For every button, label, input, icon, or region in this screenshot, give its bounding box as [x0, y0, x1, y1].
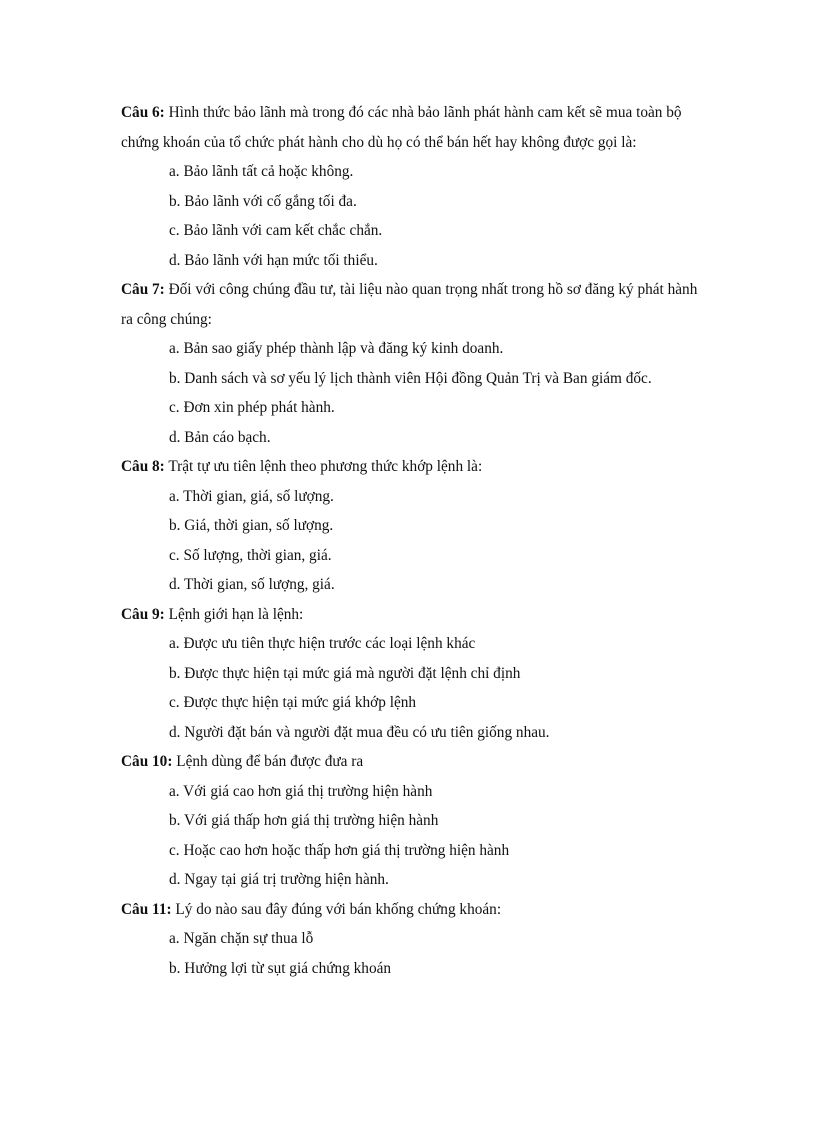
question-text: Hình thức bảo lãnh mà trong đó các nhà bảo lãnh phát hành cam kết sẽ mua toàn bộ chứng khoán của tổ chức phát hành cho dù họ có thể bán hết hay không được gọi là: — [121, 104, 682, 151]
answer-option: b. Bảo lãnh với cố gắng tối đa. — [169, 192, 357, 210]
answer-option: d. Ngay tại giá trị trường hiện hành. — [169, 871, 389, 888]
answer-option: c. Được thực hiện tại mức giá khớp lệnh — [169, 694, 417, 711]
answer-option: c. Đơn xin phép phát hành. — [169, 399, 335, 416]
question-8 — [121, 452, 701, 600]
answer-option: b. Danh sách và sơ yếu lý lịch thành viên Hội đồng Quản Trị và Ban giám đốc. — [169, 369, 652, 387]
answer-option: c. Hoặc cao hơn hoặc thấp hơn giá thị trường hiện hành — [169, 841, 510, 859]
question-stem — [121, 275, 701, 334]
question-number: Câu 9: — [121, 605, 165, 623]
question-6 — [121, 98, 701, 275]
answer-option: b. Với giá thấp hơn giá thị trường hiện hành — [169, 812, 439, 829]
question-number: Câu 11: — [121, 900, 172, 918]
answer-option: a. Bảo lãnh tất cả hoặc không. — [169, 163, 354, 180]
answer-option: a. Ngăn chặn sự thua lỗ — [169, 930, 314, 947]
answer-option: d. Bản cáo bạch. — [169, 428, 271, 446]
answer-option: b. Được thực hiện tại mức giá mà người đặt lệnh chỉ định — [169, 664, 521, 682]
question-stem — [121, 895, 701, 925]
question-stem — [121, 452, 701, 482]
question-7 — [121, 275, 701, 452]
question-stem — [121, 600, 701, 630]
question-10 — [121, 747, 701, 895]
answer-option: a. Thời gian, giá, số lượng. — [169, 487, 334, 505]
answer-option: a. Được ưu tiên thực hiện trước các loại lệnh khác — [169, 635, 476, 652]
question-number: Câu 6: — [121, 104, 165, 121]
question-text: Trật tự ưu tiên lệnh theo phương thức khớp lệnh là: — [164, 458, 483, 475]
answer-option: c. Bảo lãnh với cam kết chắc chắn. — [169, 222, 383, 239]
answer-option: b. Giá, thời gian, số lượng. — [169, 517, 334, 534]
question-11 — [121, 895, 701, 984]
question-text: Đối với công chúng đầu tư, tài liệu nào quan trọng nhất trong hồ sơ đăng ký phát hành ra công chúng: — [121, 281, 698, 328]
answer-option: d. Thời gian, số lượng, giá. — [169, 576, 335, 593]
answer-option: d. Người đặt bán và người đặt mua đều có ưu tiên giống nhau. — [169, 723, 550, 741]
question-text: Lý do nào sau đây đúng với bán khống chứng khoán: — [171, 900, 502, 918]
answer-option: c. Số lượng, thời gian, giá. — [169, 546, 332, 564]
answer-option: b. Hưởng lợi từ sụt giá chứng khoán — [169, 959, 392, 977]
question-list — [121, 98, 701, 983]
answer-option: a. Với giá cao hơn giá thị trường hiện hành — [169, 782, 433, 800]
answer-option: d. Bảo lãnh với hạn mức tối thiểu. — [169, 251, 378, 269]
question-stem — [121, 747, 701, 777]
question-text: Lệnh dùng để bán được đưa ra — [172, 753, 364, 770]
question-text: Lệnh giới hạn là lệnh: — [164, 605, 304, 623]
question-9 — [121, 600, 701, 748]
question-stem — [121, 98, 701, 157]
question-number: Câu 8: — [121, 458, 165, 475]
question-number: Câu 7: — [121, 281, 165, 298]
question-number: Câu 10: — [121, 753, 173, 770]
answer-option: a. Bản sao giấy phép thành lập và đăng ký kinh doanh. — [169, 340, 504, 357]
